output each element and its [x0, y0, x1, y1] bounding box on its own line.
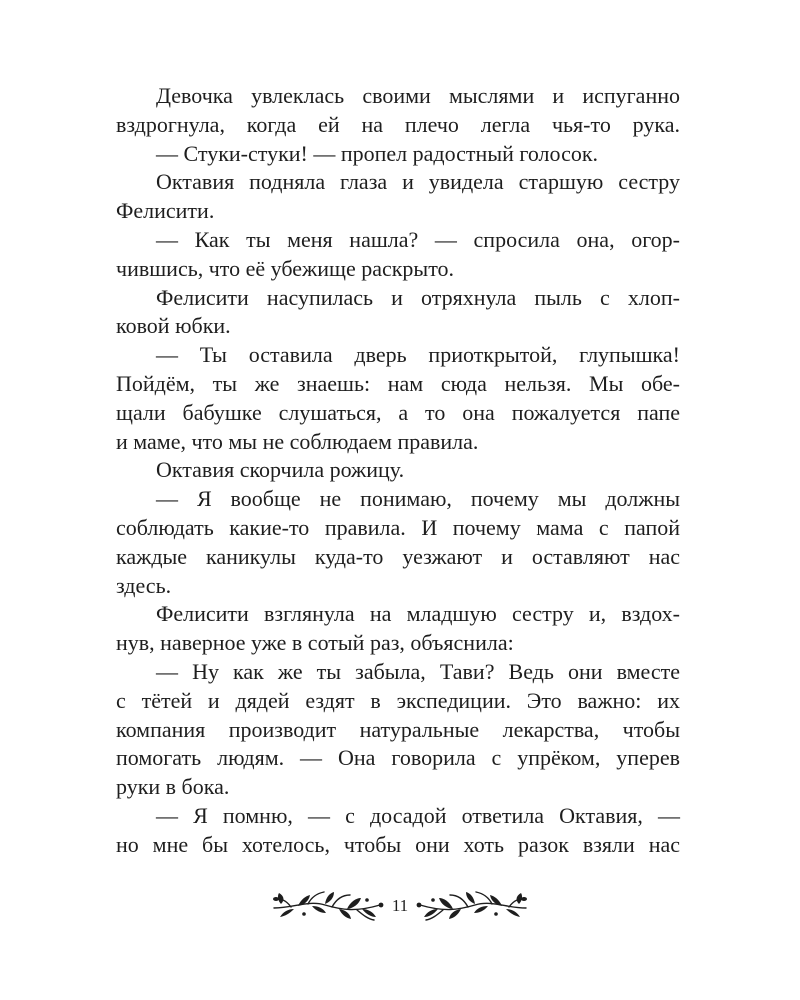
text-line: помогать людям. — Она говорила с упрёком, уперев: [116, 745, 680, 771]
text-line: Октавия подняла глаза и увидела старшую сестру: [156, 169, 680, 195]
text-line: и маме, что мы не соблюдаем правила.: [116, 428, 479, 454]
leafy-vine-ornament-icon: [270, 888, 388, 924]
leafy-vine-ornament-icon: [412, 888, 530, 924]
text-line: чившись, что её убежище раскрыто.: [116, 255, 455, 281]
text-line: руки в бока.: [116, 774, 230, 800]
text-line: с тётей и дядей ездят в экспедиции. Это важно: их: [116, 687, 680, 713]
text-line: — Стуки-стуки! — пропел радостный голосок.: [156, 140, 599, 166]
text-line: вздрогнула, когда ей на плечо легла чья-то рука.: [116, 111, 680, 137]
text-line: Девочка увлеклась своими мыслями и испуганно: [156, 83, 680, 108]
text-line: Фелисити взглянула на младшую сестру и, вздох-: [156, 601, 680, 627]
text-line: соблюдать какие-то правила. И почему мама с папой: [116, 514, 680, 540]
text-line: щали бабушке слушаться, а то она пожалуется папе: [116, 399, 680, 425]
book-page-text: [116, 82, 680, 860]
page-footer: [0, 888, 800, 928]
text-line: — Я помню, — с досадой ответила Октавия, —: [156, 802, 680, 828]
text-line: но мне бы хотелось, чтобы они хоть разок взяли нас: [116, 831, 680, 857]
text-line: Фелисити.: [116, 198, 215, 224]
text-line: каждые каникулы куда-то уезжают и оставляют нас: [116, 543, 680, 569]
page-number: 11: [391, 896, 409, 915]
text-line: здесь.: [116, 572, 172, 598]
text-line: — Я вообще не понимаю, почему мы должны: [156, 486, 680, 512]
text-line: Октавия скорчила рожицу.: [156, 457, 405, 483]
text-line: компания производит натуральные лекарства, чтобы: [116, 716, 680, 742]
text-line: Пойдём, ты же знаешь: нам сюда нельзя. Мы обе-: [116, 370, 680, 396]
text-line: ковой юбки.: [116, 313, 231, 339]
text-line: нув, наверное уже в сотый раз, объяснила:: [116, 630, 514, 656]
text-line: — Ты оставила дверь приоткрытой, глупышка!: [156, 342, 680, 368]
text-line: — Как ты меня нашла? — спросила она, огор-: [156, 226, 680, 252]
text-line: — Ну как же ты забыла, Тави? Ведь они вместе: [156, 658, 680, 684]
text-line: Фелисити насупилась и отряхнула пыль с хлоп-: [156, 284, 680, 310]
